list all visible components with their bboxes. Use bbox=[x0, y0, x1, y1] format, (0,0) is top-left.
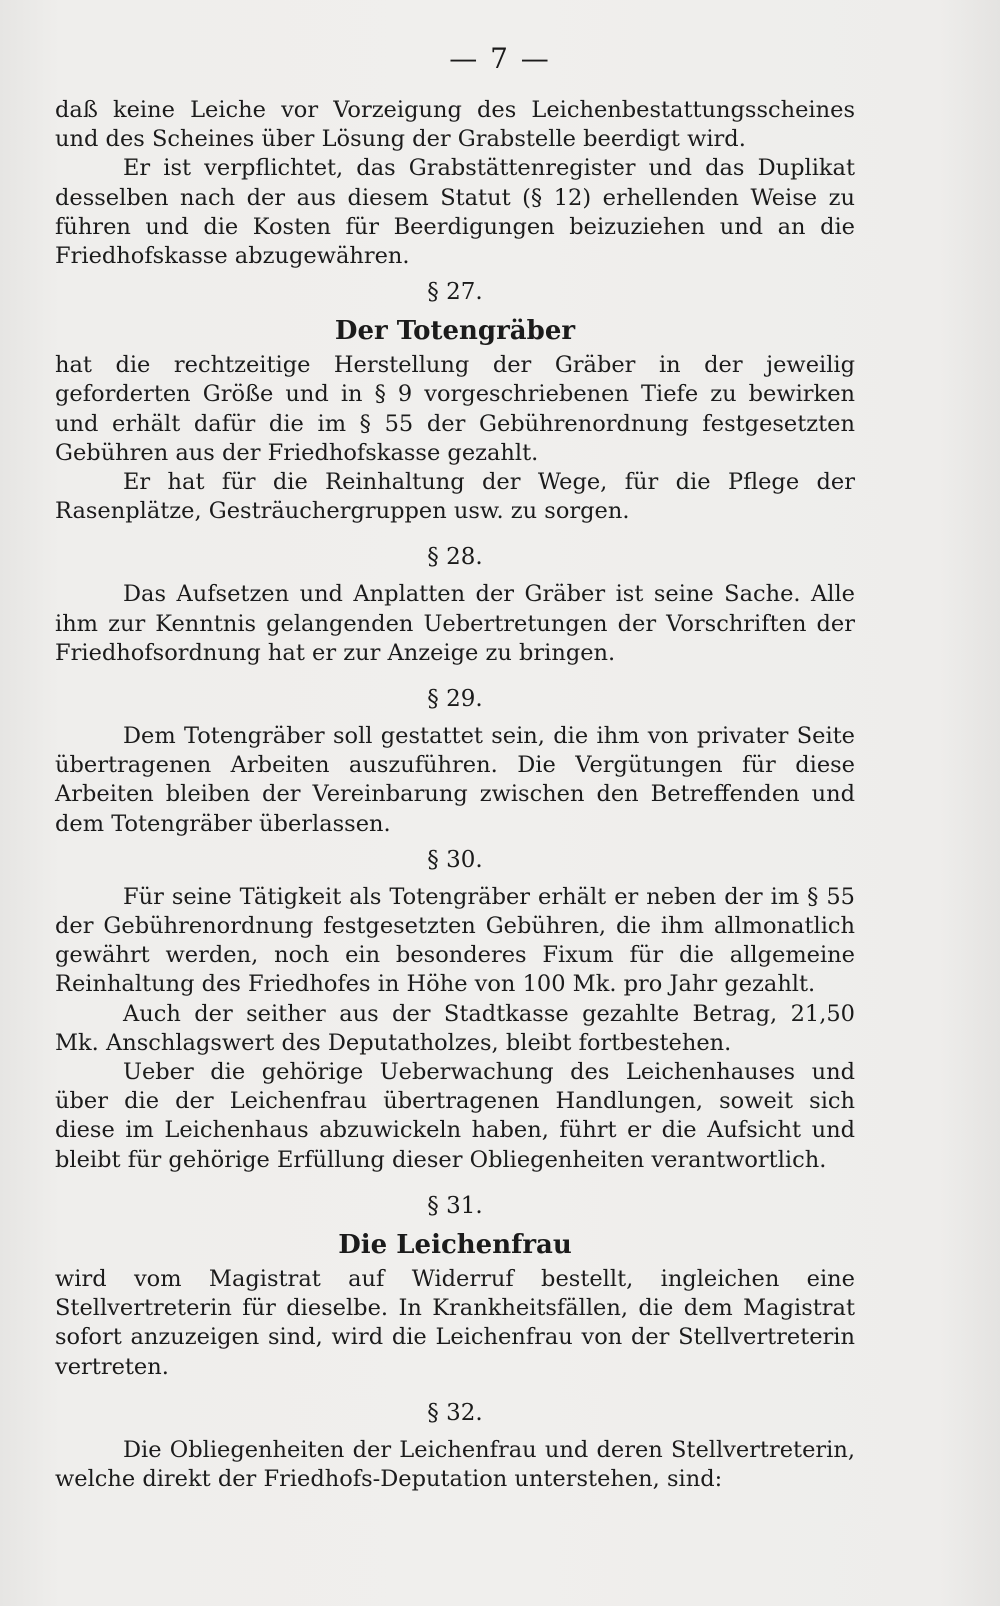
paragraph: hat die rechtzeitige Herstellung der Gräber in der jeweilig geforderten Größe und in § 9 vorgeschriebenen Tiefe zu bewirken und erhält dafür die im § 55 der Gebührenordnung festgesetzten Gebühren aus der Friedhofskasse gezahlt. bbox=[55, 352, 855, 466]
section-number: § 30. bbox=[427, 846, 483, 873]
page-number: — 7 — bbox=[449, 42, 551, 75]
paragraph: wird vom Magistrat auf Widerruf bestellt, ingleichen eine Stellvertreterin für dieselbe. In Krankheitsfällen, die dem Magistrat sofort anzuzeigen sind, wird die Leichenfrau von der Stellvertreterin vertreten. bbox=[55, 1265, 855, 1380]
paragraph: Die Obliegenheiten der Leichenfrau und deren Stellvertreterin, welche direkt der Friedhofs-Deputation unterstehen, sind: bbox=[55, 1436, 855, 1492]
section-number: § 31. bbox=[427, 1192, 483, 1219]
paragraph: Für seine Tätigkeit als Totengräber erhält er neben der im § 55 der Gebührenordnung festgesetzten Gebühren, die ihm allmonatlich gewährt werden, noch ein besonderes Fixum für die allgemeine Reinhaltung des Friedhofes in Höhe von 100 Mk. pro Jahr gezahlt. bbox=[55, 883, 855, 998]
page-body bbox=[55, 96, 855, 1494]
paragraph: Ueber die gehörige Ueberwachung des Leichenhauses und über die der Leichenfrau übertragenen Handlungen, soweit sich diese im Leichenhaus abzuwickeln haben, führt er die Aufsicht und bleibt für gehörige Erfüllung dieser Obliegenheiten verantwortlich. bbox=[55, 1059, 855, 1173]
paragraph: Er hat für die Reinhaltung der Wege, für die Pflege der Rasenplätze, Gesträuchergruppen usw. zu sorgen. bbox=[55, 469, 855, 525]
section-number: § 29. bbox=[427, 686, 483, 713]
section-number: § 32. bbox=[427, 1399, 483, 1426]
paragraph: daß keine Leiche vor Vorzeigung des Leichenbestattungsscheines und des Scheines über Lösung der Grabstelle beerdigt wird. bbox=[55, 97, 855, 153]
section-number: § 27. bbox=[427, 279, 483, 306]
section-number: § 28. bbox=[427, 544, 483, 571]
paragraph: Auch der seither aus der Stadtkasse gezahlte Betrag, 21,50 Mk. Anschlagswert des Deputatholzes, bleibt fortbestehen. bbox=[55, 1000, 855, 1056]
paragraph: Er ist verpflichtet, das Grabstättenregister und das Duplikat desselben nach der aus diesem Statut (§ 12) erhellenden Weise zu führen und die Kosten für Beerdigungen beizuziehen und an die Friedhofskasse abzugewähren. bbox=[55, 155, 855, 270]
section-heading: Die Leichenfrau bbox=[338, 1229, 572, 1260]
section-heading: Der Totengräber bbox=[334, 316, 576, 347]
paragraph: Dem Totengräber soll gestattet sein, die ihm von privater Seite übertragenen Arbeiten auszuführen. Die Vergütungen für diese Arbeiten bleiben der Vereinbarung zwischen den Betreffenden und dem Totengräber überlassen. bbox=[55, 723, 855, 837]
paragraph: Das Aufsetzen und Anplatten der Gräber ist seine Sache. Alle ihm zur Kenntnis gelangenden Uebertretungen der Vorschriften der Friedhofsordnung hat er zur Anzeige zu bringen. bbox=[55, 581, 855, 666]
